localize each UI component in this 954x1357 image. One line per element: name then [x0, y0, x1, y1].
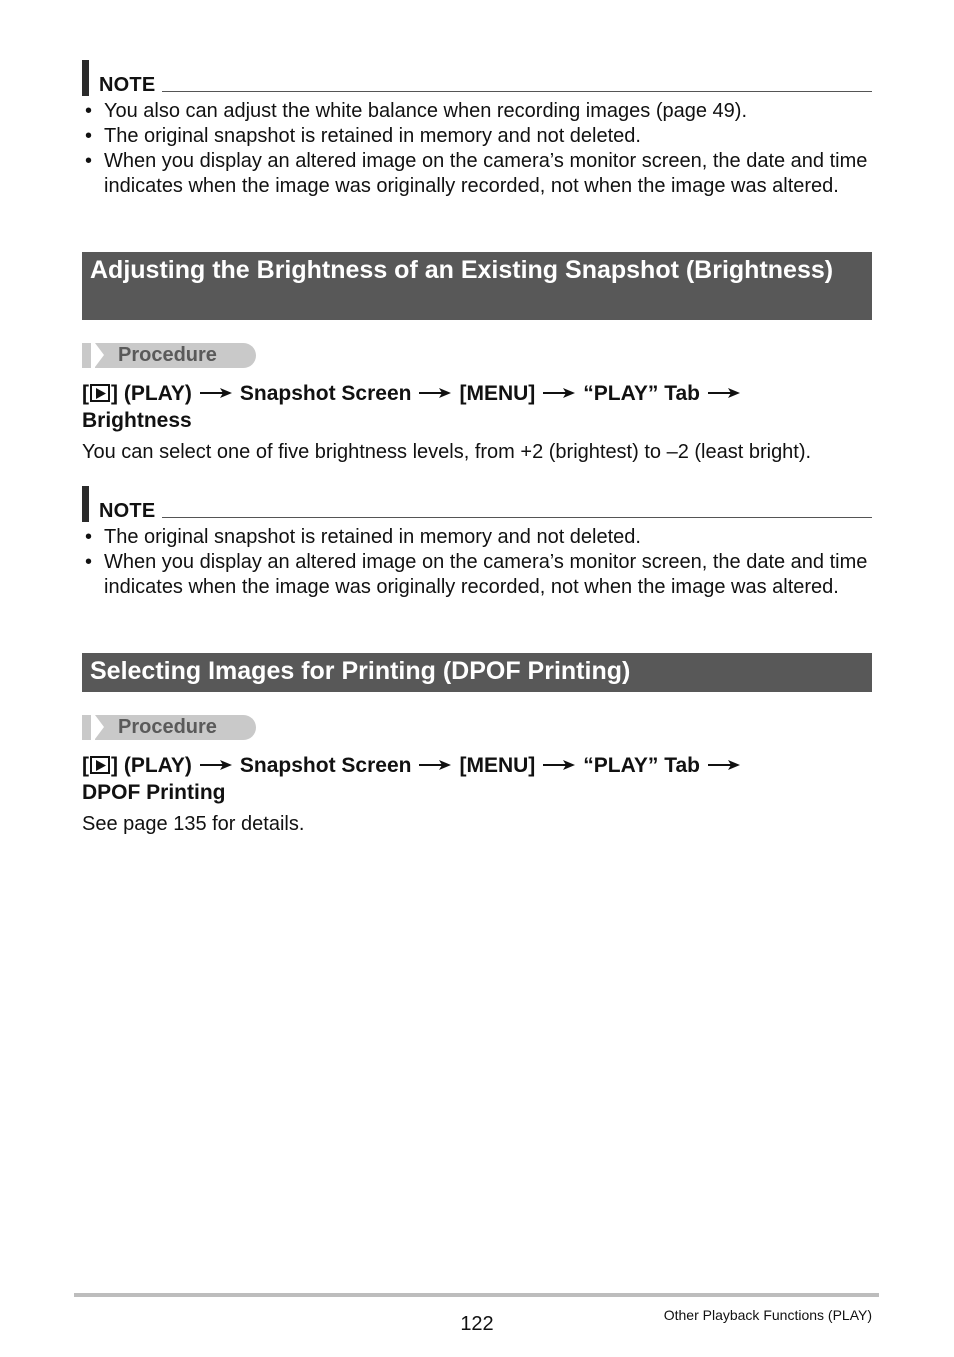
- section-title: Selecting Images for Printing (DPOF Printing): [82, 653, 872, 692]
- play-icon: [90, 384, 110, 402]
- body-text: You can select one of five brightness levels, from +2 (brightest) to –2 (least bright).: [82, 441, 812, 463]
- play-icon: [90, 756, 110, 774]
- list-item: • When you display an altered image on the camera’s monitor screen, the date and time indicates when the image was originally recorded, not when the image was altered.: [85, 551, 868, 598]
- procedure-badge: [82, 715, 256, 740]
- footer-rule: [74, 1293, 879, 1297]
- path-step: [MENU]: [459, 382, 536, 405]
- right-arrow-icon: [543, 750, 575, 777]
- note-header: [82, 486, 872, 522]
- footer-chapter-title: Other Playback Functions (PLAY): [663, 1307, 872, 1323]
- right-arrow-icon: [708, 750, 740, 777]
- list-item: • When you display an altered image on the camera’s monitor screen, the date and time indicates when the image was originally recorded, not when the image was altered.: [85, 150, 868, 197]
- body-text: See page 135 for details.: [82, 813, 305, 835]
- right-arrow-icon: [708, 378, 740, 405]
- procedure-badge: [82, 343, 256, 368]
- note-bar: [82, 60, 89, 96]
- path-step: DPOF Printing: [82, 781, 226, 804]
- right-arrow-icon: [419, 750, 451, 777]
- path-step: Snapshot Screen: [239, 754, 412, 777]
- procedure-label: Procedure: [118, 344, 217, 366]
- right-arrow-icon: [543, 378, 575, 405]
- path-step: “PLAY” Tab: [583, 754, 700, 777]
- note-list: [82, 525, 872, 600]
- list-item: • The original snapshot is retained in memory and not deleted.: [85, 125, 641, 147]
- path-step: Brightness: [82, 409, 192, 432]
- note-rule: [162, 517, 872, 518]
- note-bar: [82, 486, 89, 522]
- list-item: • You also can adjust the white balance when recording images (page 49).: [85, 100, 748, 122]
- page-number: 122: [460, 1313, 494, 1335]
- list-item: • The original snapshot is retained in memory and not deleted.: [85, 526, 641, 548]
- path-step: Snapshot Screen: [239, 382, 412, 405]
- note-label: NOTE: [99, 74, 156, 96]
- path-step: [MENU]: [459, 754, 536, 777]
- right-arrow-icon: [200, 378, 232, 405]
- navigation-path: [ ] (PLAY) Snapshot Screen [MENU] “PLAY” Tab DPOF Printing: [82, 750, 872, 806]
- path-step: “PLAY” Tab: [583, 382, 700, 405]
- navigation-path: [ ] (PLAY) Snapshot Screen [MENU] “PLAY” Tab Brightness: [82, 378, 872, 434]
- right-arrow-icon: [419, 378, 451, 405]
- note-header: [82, 60, 872, 96]
- note-list: [82, 99, 872, 199]
- right-arrow-icon: [200, 750, 232, 777]
- section-title: Adjusting the Brightness of an Existing Snapshot (Brightness): [82, 252, 872, 320]
- procedure-label: Procedure: [118, 716, 217, 738]
- note-label: NOTE: [99, 500, 156, 522]
- note-rule: [162, 91, 872, 92]
